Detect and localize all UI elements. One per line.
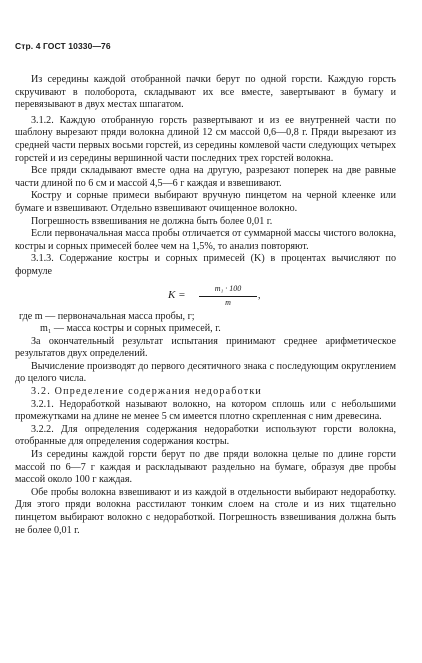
paragraph: Обе пробы волокна взвешивают и из каждой в отдельности выбирают недоработку. Для этого пряди волокна расстилают тонким слоем на столе и из них тщательно пинцетом выбирают волокно с недоработкой. Погрешность взвешивания должна быть не более 0,01 г. (15, 486, 396, 536)
paragraph: 3.1.3. Содержание костры и сорных примесей (K) в процентах вычисляют по формуле (15, 253, 396, 277)
formula-denominator: m (225, 298, 231, 308)
paragraph: Если первоначальная масса пробы отличается от суммарной массы чистого волокна, костры и сорных примесей более чем на 1,5%, то анализ повторяют. (15, 228, 396, 252)
paragraph: 3.2.1. Недоработкой называют волокно, на котором сплошь или с небольшими промежутками на длине не менее 5 см имеется плотно скрепленная с ним древесина. (15, 398, 396, 423)
paragraph: Погрешность взвешивания не должна быть более 0,01 г. (31, 215, 273, 227)
document-body (15, 74, 396, 537)
section-heading: 3.2. Определение содержания недоработки (31, 386, 263, 398)
formula-end: , (258, 289, 261, 301)
formula-numerator: m₁ · 100 (199, 283, 257, 298)
formula-fraction (199, 283, 257, 310)
paragraph: Из середины каждой горсти берут по две пряди волокна целые по длине горсти массой по 6—7 г каждая и раскладывают раздельно на бумаге, образуя две пробы массой около 100 г каждая. (15, 449, 396, 486)
formula (15, 283, 396, 309)
legend-line: m₁ — масса костры и сорных примесей, г. (40, 323, 221, 335)
paragraph: Костру и сорные примеси выбирают вручную пинцетом на черной клеенке или бумаге и взвешивают. Отдельно взвешивают очищенное волокно. (15, 190, 396, 214)
paragraph: 3.2.2. Для определения содержания недоработки используют горсти волокна, отобранные для определения содержания костры. (15, 423, 396, 448)
paragraph: Вычисление производят до первого десятичного знака с последующим округлением до целого числа. (15, 360, 396, 385)
formula-lhs: K = (168, 288, 186, 301)
paragraph: Все пряди складывают вместе одна на другую, разрезают поперек на две равные части длиной по 6 см и массой 4,5—6 г каждая и взвешивают. (15, 165, 396, 189)
paragraph: 3.1.2. Каждую отобранную горсть развертывают и из ее внутренней части по шаблону вырезают пряди волокна длиной 12 см массой 0,6—0,8 г. Пряди вырезают из средней части первых восьми горстей, из середины комлевой части следующих четырех горстей и из середины вершинной части последних трех горстей волокна. (15, 114, 396, 164)
paragraph: Из середины каждой отобранной пачки берут по одной горсти. Каждую горсть скручивают в полоборота, складывают их все вместе, завертывают в бумагу и перевязывают в двух местах шпагатом. (15, 74, 396, 111)
page-header: Стр. 4 ГОСТ 10330—76 (15, 41, 111, 51)
paragraph: За окончательный результат испытания принимают среднее арифметическое результатов двух определений. (15, 335, 396, 360)
legend-line: где m — первоначальная масса пробы, г; (19, 310, 195, 322)
formula-legend (15, 311, 396, 336)
